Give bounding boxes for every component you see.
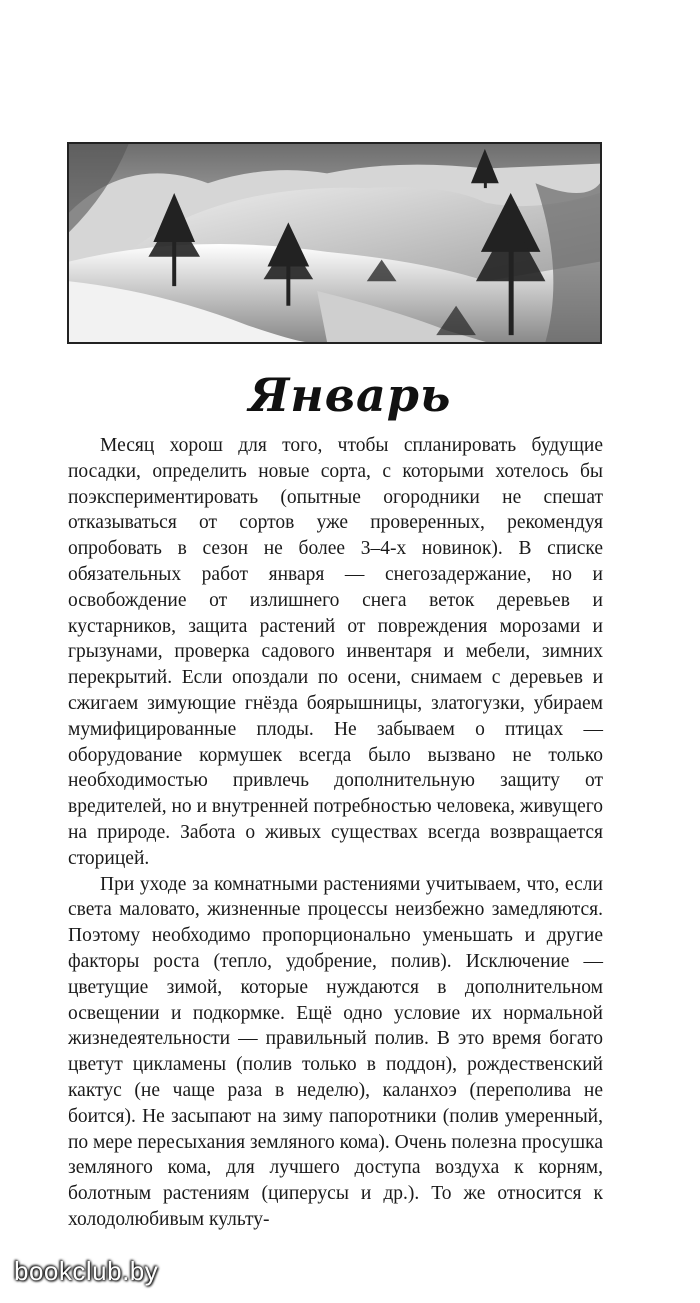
- watermark: bookclub.by: [14, 1256, 159, 1286]
- winter-landscape-illustration: [67, 142, 602, 344]
- page-title: Январь: [248, 368, 452, 422]
- paragraph: При уходе за комнатными растениями учитываем, что, если света маловато, жизненные процессы неизбежно замедляются. Поэтому необходимо пропорционально уменьшать и другие факторы роста (тепло, удобрение, полив). Исключение — цветущие зимой, которые нуждаются в дополнительном освещении и подкормке. Ещё одно условие их нормальной жизнедеятельности — правильный полив. В это время богато цветут цикламены (полив только в поддон), рождественский кактус (не чаще раза в неделю), каланхоэ (переполива не боится). Не засыпают на зиму папоротники (полив умеренный, по мере пересыхания земляного кома). Очень полезна просушка земляного кома, для лучшего доступа воздуха к корням, болотным растениям (циперусы и др.). То же относится к холодолюбивым культу-: [68, 873, 604, 1230]
- paragraph: Месяц хорош для того, чтобы спланировать будущие посадки, определить новые сорта, с которыми хотелось бы поэкспериментировать (опытные огородники не спешат отказываться от сортов уже проверенных, рекомендуя опробовать в сезон не более 3–4-х новинок). В списке обязательных работ января — снегозадержание, но и освобождение от излишнего снега веток деревьев и кустарников, защита растений от повреждения морозами и грызунами, проверка садового инвентаря и мебели, зимних перекрытий. Если опоздали по осени, снимаем с деревьев и сжигаем зимующие гнёзда боярышницы, златогузки, убираем мумифицированные плоды. Не забываем о птицах — оборудование кормушек всегда было вызвано не только необходимостью привлечь дополнительную защиту от вредителей, но и внутренней потребностью человека, живущего на природе. Забота о живых существах всегда возвращается сторицей.: [68, 435, 603, 869]
- body-text: [68, 433, 603, 1233]
